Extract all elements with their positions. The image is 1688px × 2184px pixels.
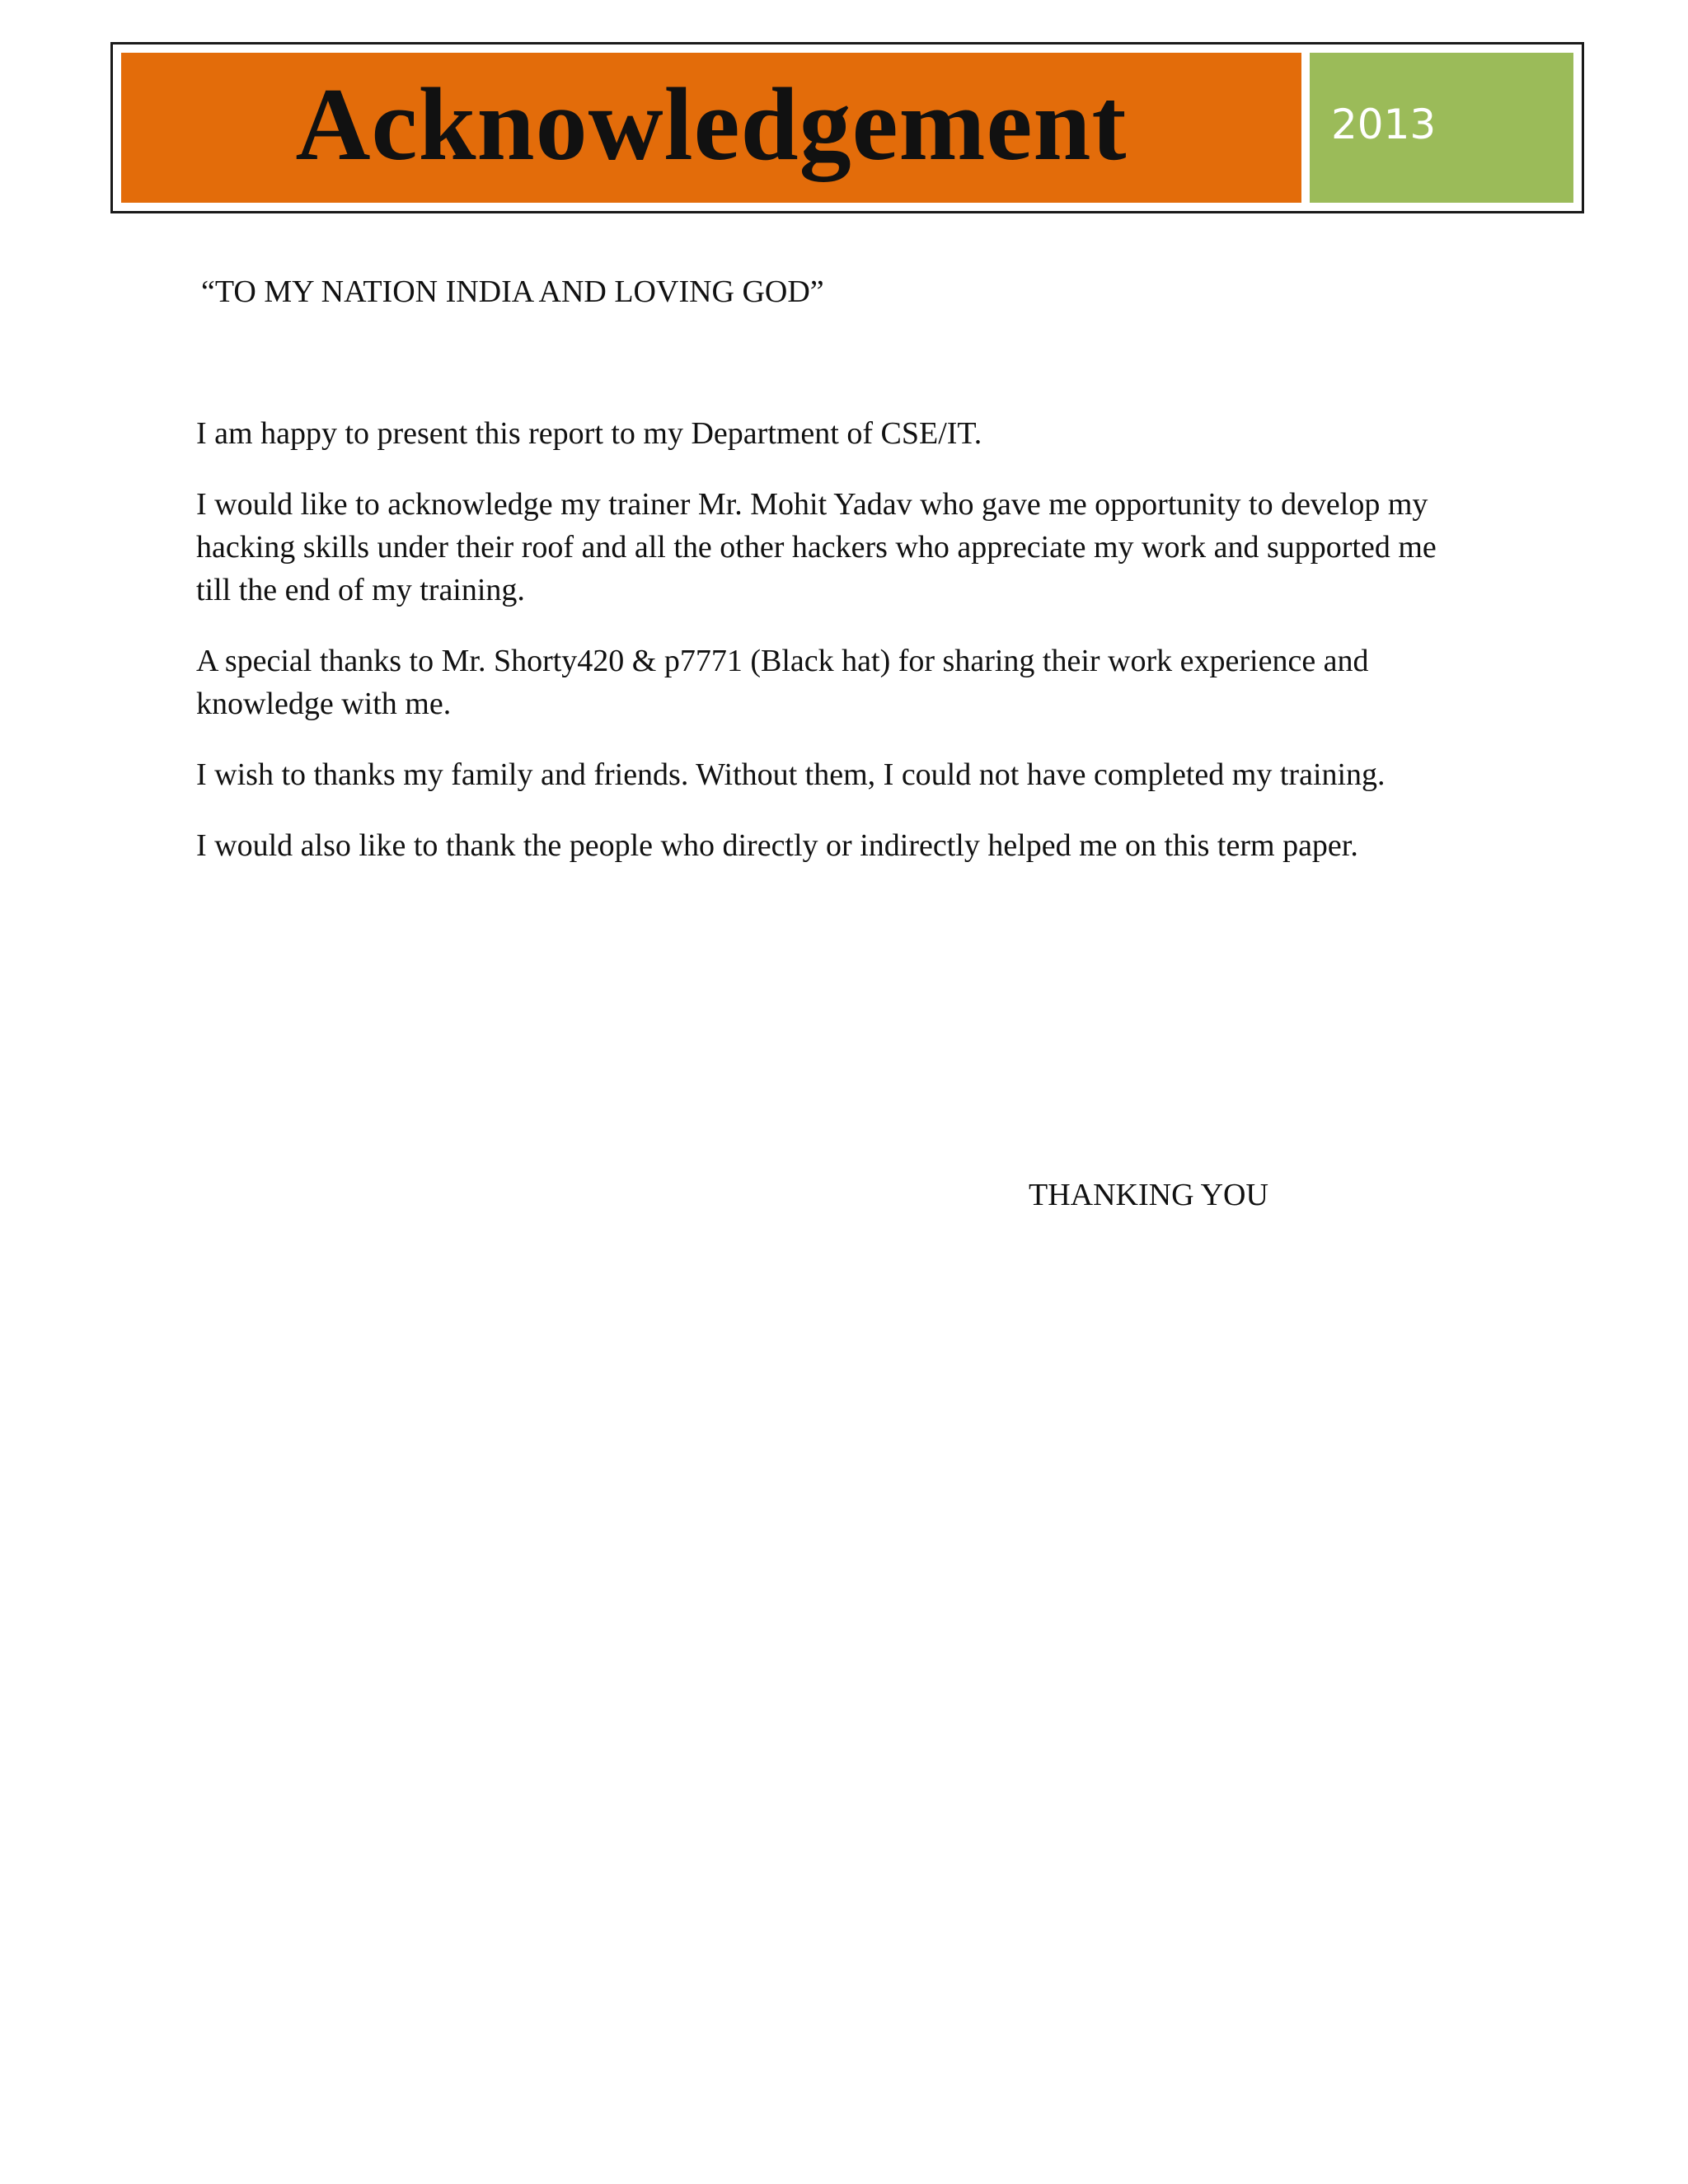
paragraph-special-thanks: A special thanks to Mr. Shorty420 & p7771 (Black hat) for sharing their work experience and knowledge with me. — [196, 644, 1369, 721]
page-title: Acknowledgement — [295, 68, 1128, 182]
title-box — [121, 53, 1301, 203]
dedication: “TO MY NATION INDIA AND LOVING GOD” — [201, 274, 824, 309]
closing-text: THANKING YOU — [1029, 1178, 1268, 1212]
year-label: 2013 — [1331, 101, 1437, 148]
paragraph-department: I am happy to present this report to my Department of CSE/IT. — [196, 416, 982, 451]
paragraph-family: I wish to thanks my family and friends. Without them, I could not have completed my training. — [196, 757, 1386, 792]
paragraph-others: I would also like to thank the people who directly or indirectly helped me on this term paper. — [196, 828, 1358, 863]
paragraph-trainer: I would like to acknowledge my trainer Mr. Mohit Yadav who gave me opportunity to develop my hacking skills under their roof and all the other hackers who appreciate my work and supported me till the end of my training. — [196, 487, 1437, 607]
year-box — [1310, 53, 1573, 203]
header-banner — [110, 42, 1584, 213]
acknowledgement-body — [196, 412, 1449, 895]
